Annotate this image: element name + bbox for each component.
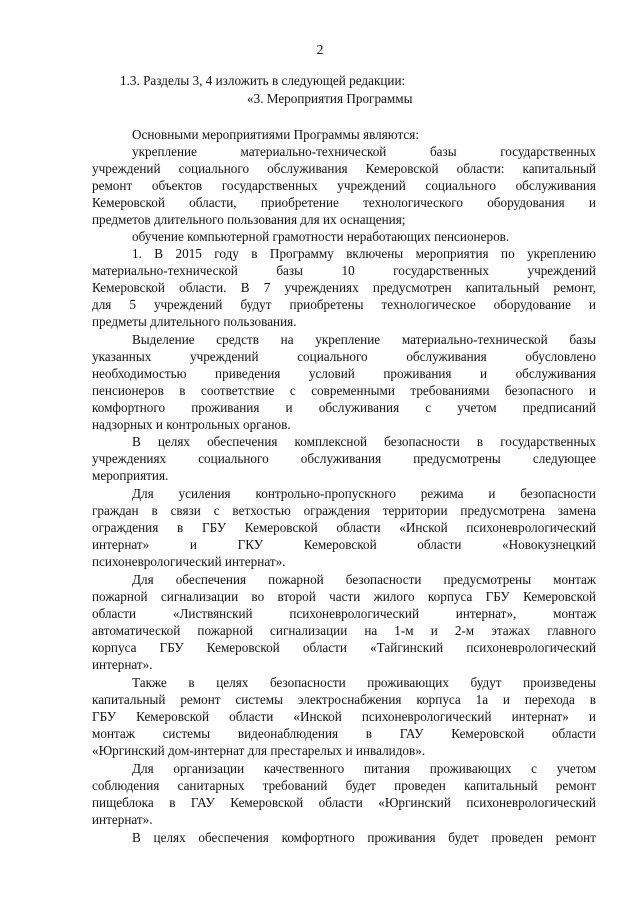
paragraph-line: Для обеспечения пожарной безопасности предусмотрены монтаж <box>132 572 596 587</box>
paragraph-line: учреждениях социального обслуживания предусмотрены следующее <box>92 451 596 466</box>
paragraph-line: необходимостью приведения условий проживания и обслуживания <box>92 366 596 381</box>
paragraph-line: области «Листвянский психоневрологический интернат», монтаж <box>92 606 596 621</box>
paragraph-line: Основными мероприятиями Программы являются: <box>132 127 419 142</box>
paragraph-line: «Юргинский дом-интернат для престарелых и инвалидов». <box>92 743 426 758</box>
paragraph-line: для 5 учреждений будут приобретены технологическое оборудование и <box>92 297 596 312</box>
paragraph-line: надзорных и контрольных органов. <box>92 417 291 432</box>
paragraph-line: предметы длительного пользования. <box>92 314 297 329</box>
paragraph-line: корпуса ГБУ Кемеровской области «Тайгинский психоневрологический <box>92 640 596 655</box>
paragraph-line: Также в целях безопасности проживающих будут произведены <box>132 675 596 690</box>
paragraph-line: соблюдения санитарных требований будет проведен капитальный ремонт <box>92 778 596 793</box>
paragraph-line: ремонт объектов государственных учреждений социального обслуживания <box>92 178 596 193</box>
paragraph-line: мероприятия. <box>92 468 169 483</box>
paragraph-line: капитальный ремонт системы электроснабжения корпуса 1а и перехода в <box>92 692 596 707</box>
paragraph-line: интернат». <box>92 657 153 672</box>
paragraph-line: обучение компьютерной грамотности неработающих пенсионеров. <box>132 229 510 244</box>
paragraph-line: Кемеровской области. В 7 учреждениях предусмотрен капитальный ремонт, <box>92 280 596 295</box>
paragraph-line: предметов длительного пользования для их оснащения; <box>92 212 406 227</box>
paragraph-line: интернат». <box>92 812 153 827</box>
paragraph-line: пенсионеров в соответствие с современными требованиями безопасного и <box>92 383 596 398</box>
paragraph-line: автоматической пожарной сигнализации на 1-м и 2-м этажах главного <box>92 623 596 638</box>
paragraph-line: интернат» и ГКУ Кемеровской области «Новокузнецкий <box>92 537 596 552</box>
paragraph-line: монтаж системы видеонаблюдения в ГАУ Кемеровской области <box>92 726 596 741</box>
paragraph-line: Для усиления контрольно-пропускного режима и безопасности <box>132 486 596 501</box>
paragraph-line: Выделение средств на укрепление материально-технической базы <box>132 332 596 347</box>
paragraph-line: материально-технической базы 10 государственных учреждений <box>92 263 596 278</box>
page-number: 2 <box>316 42 324 57</box>
paragraph-line: ограждения в ГБУ Кемеровской области «Инской психоневрологический <box>92 520 596 535</box>
paragraph-line: Для организации качественного питания проживающих с учетом <box>132 761 596 776</box>
paragraph-line: граждан в связи с ветхостью ограждения территории предусмотрена замена <box>92 503 596 518</box>
paragraph-line: В целях обеспечения комфортного проживания будет проведен ремонт <box>132 830 596 845</box>
paragraph-line: пожарной сигнализации во второй части жилого корпуса ГБУ Кемеровской <box>92 589 596 604</box>
paragraph-line: учреждений социального обслуживания Кемеровской области: капитальный <box>92 161 596 176</box>
paragraph-line: укрепление материально-технической базы государственных <box>132 144 596 159</box>
paragraph-line: психоневрологический интернат». <box>92 554 286 569</box>
amendment-heading: 1.3. Разделы 3, 4 изложить в следующей редакции: <box>120 73 406 88</box>
paragraph-line: указанных учреждений социального обслуживания обусловлено <box>92 349 596 364</box>
paragraph-line: В целях обеспечения комплексной безопасности в государственных <box>132 434 596 449</box>
paragraph-line: пищеблока в ГАУ Кемеровской области «Юргинский психоневрологический <box>92 795 596 810</box>
paragraph-line: 1. В 2015 году в Программу включены мероприятия по укреплению <box>132 246 596 261</box>
paragraph-line: комфортного проживания и обслуживания с учетом предписаний <box>92 400 596 415</box>
paragraph-line: Кемеровской области, приобретение технологического оборудования и <box>92 195 596 210</box>
section-title: «3. Мероприятия Программы <box>247 91 413 106</box>
paragraph-line: ГБУ Кемеровской области «Инской психоневрологический интернат» и <box>92 709 596 724</box>
